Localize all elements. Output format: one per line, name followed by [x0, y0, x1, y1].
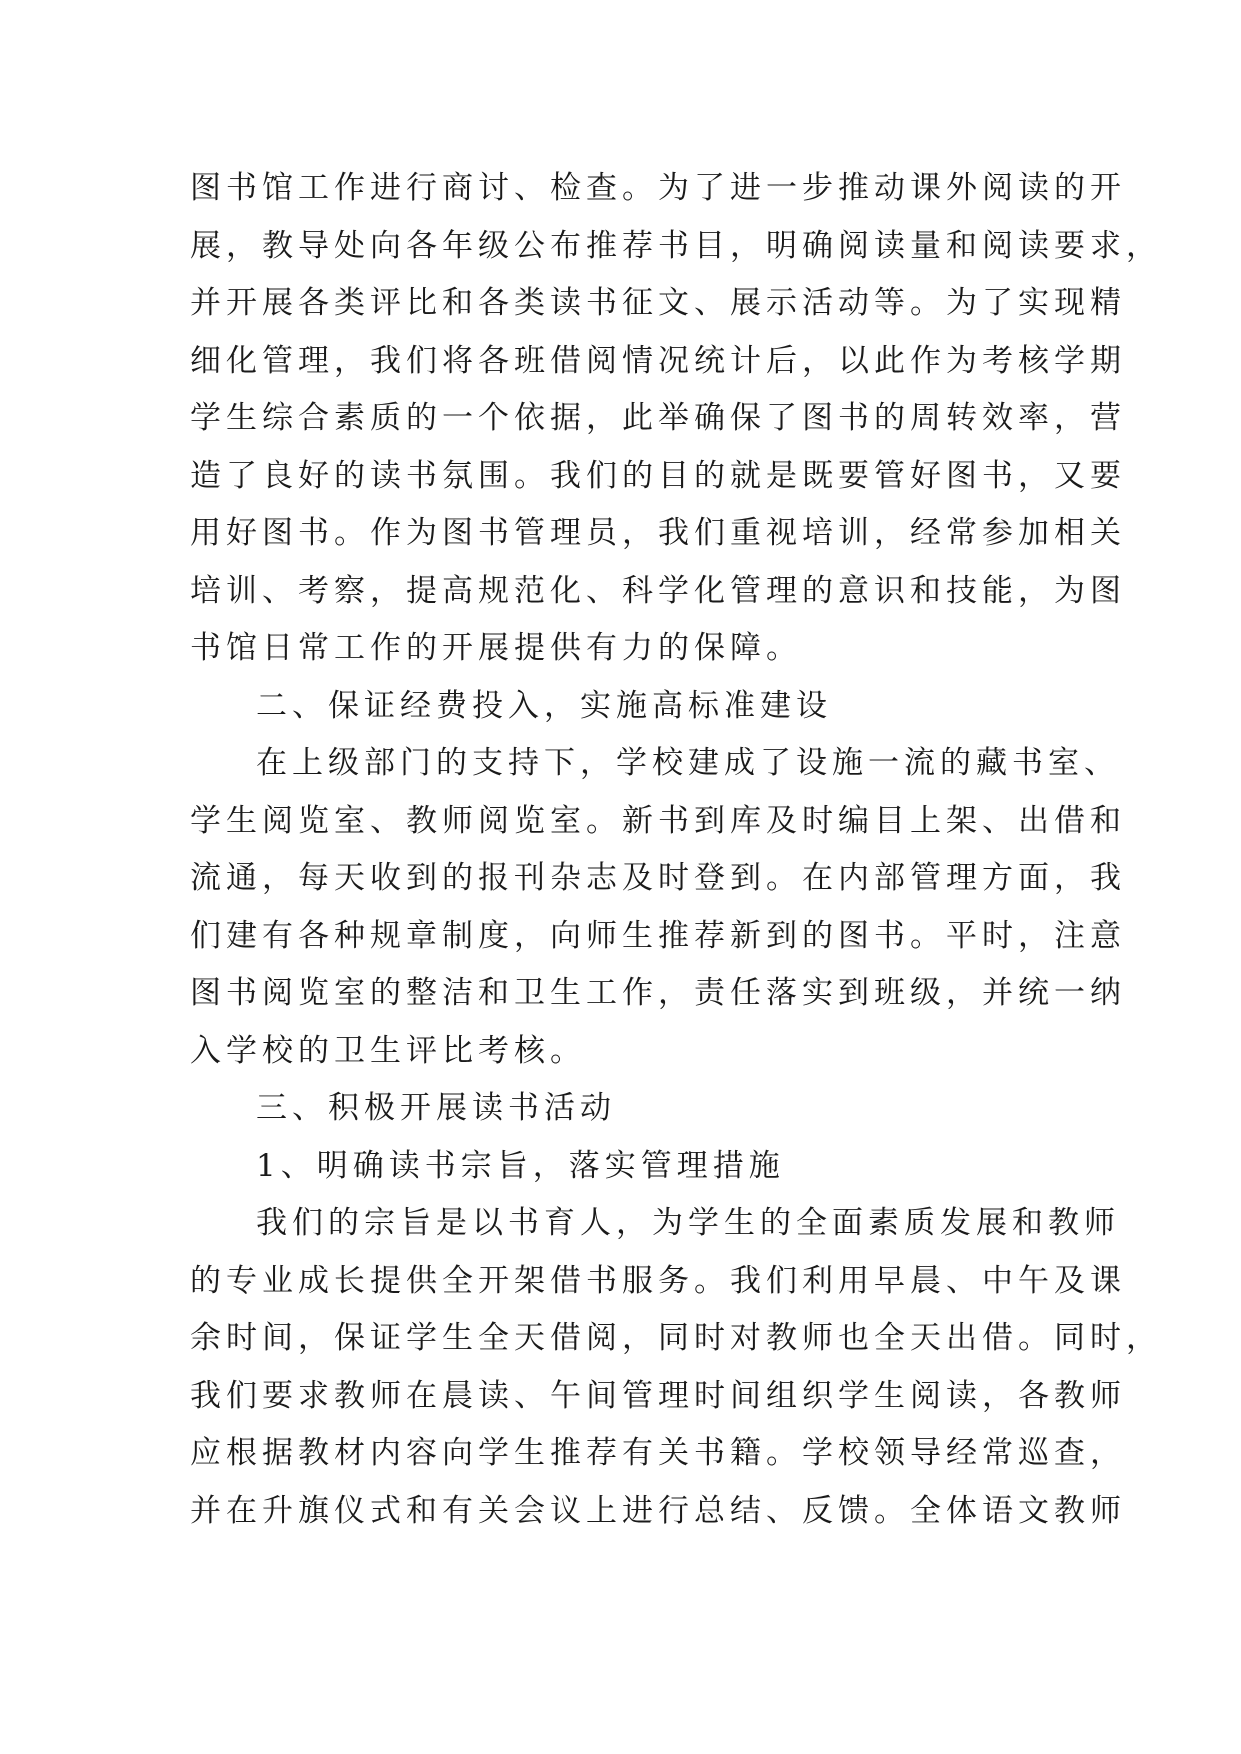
body-text: [190, 160, 1162, 1540]
text-line: 并在升旗仪式和有关会议上进行总结、反馈。全体语文教师: [190, 1492, 1126, 1529]
text-line: 并开展各类评比和各类读书征文、展示活动等。为了实现精: [190, 285, 1126, 321]
text-line: 我们要求教师在晨读、午间管理时间组织学生阅读，各教师: [190, 1377, 1126, 1414]
subsection-heading: 1、明确读书宗旨，落实管理措施: [256, 1147, 785, 1184]
section-heading: 二、保证经费投入，实施高标准建设: [256, 687, 832, 724]
text-line: 图书馆工作进行商讨、检查。为了进一步推动课外阅读的开: [190, 170, 1126, 206]
text-line: 展，教导处向各年级公布推荐书目，明确阅读量和阅读要求，: [190, 227, 1162, 264]
text-line: 应根据教材内容向学生推荐有关书籍。学校领导经常巡查，: [190, 1435, 1126, 1471]
text-line: 流通，每天收到的报刊杂志及时登到。在内部管理方面，我: [190, 860, 1126, 896]
text-line: 入学校的卫生评比考核。: [190, 1032, 586, 1069]
text-line: 在上级部门的支持下，学校建成了设施一流的藏书室、: [256, 745, 1120, 781]
text-line: 我们的宗旨是以书育人，为学生的全面素质发展和教师: [256, 1205, 1120, 1241]
text-line: 书馆日常工作的开展提供有力的保障。: [190, 630, 802, 666]
text-line: 余时间，保证学生全天借阅，同时对教师也全天出借。同时，: [190, 1320, 1162, 1356]
text-line: 们建有各种规章制度，向师生推荐新到的图书。平时，注意: [190, 917, 1126, 954]
text-line: 造了良好的读书氛围。我们的目的就是既要管好图书，又要: [190, 457, 1126, 494]
text-line: 的专业成长提供全开架借书服务。我们利用早晨、中午及课: [190, 1262, 1126, 1299]
text-line: 培训、考察，提高规范化、科学化管理的意识和技能，为图: [190, 572, 1126, 609]
text-line: 用好图书。作为图书管理员，我们重视培训，经常参加相关: [190, 515, 1126, 551]
text-line: 学生综合素质的一个依据，此举确保了图书的周转效率，营: [190, 400, 1126, 436]
text-line: 细化管理，我们将各班借阅情况统计后，以此作为考核学期: [190, 342, 1126, 379]
section-heading: 三、积极开展读书活动: [256, 1090, 616, 1126]
text-line: 图书阅览室的整洁和卫生工作，责任落实到班级，并统一纳: [190, 975, 1126, 1011]
text-line: 学生阅览室、教师阅览室。新书到库及时编目上架、出借和: [190, 802, 1126, 839]
